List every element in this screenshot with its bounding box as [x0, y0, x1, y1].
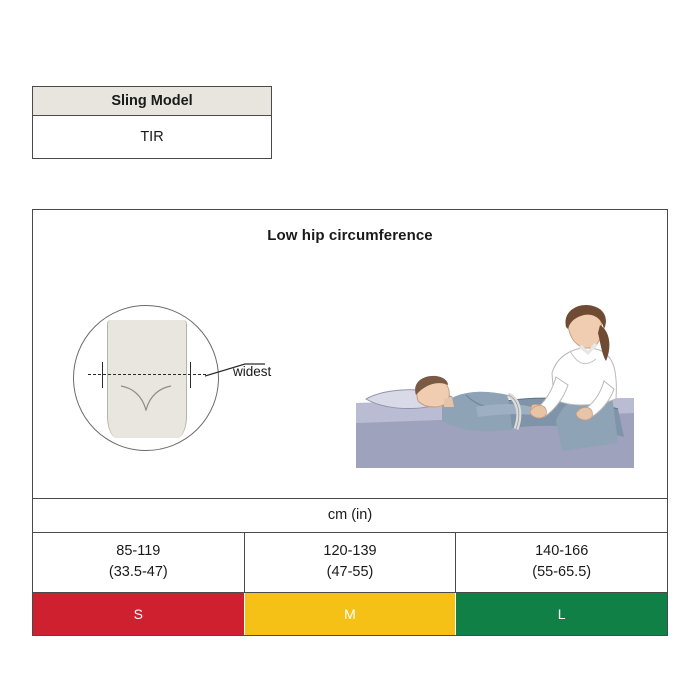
size-badge-small: S: [33, 593, 245, 635]
tick-right-icon: [190, 362, 191, 388]
range-cm-medium: 120-139: [323, 543, 377, 559]
crotch-lines-icon: [120, 385, 172, 411]
sling-model-header: Sling Model: [33, 87, 271, 116]
range-in-large: (55-65.5): [532, 564, 592, 581]
measuring-illustration: [356, 303, 634, 468]
range-cm-large: 140-166: [535, 543, 589, 559]
size-badge-large: L: [456, 593, 667, 635]
widest-label: widest: [233, 364, 272, 379]
range-in-small: (33.5-47): [108, 564, 168, 581]
hip-diagram: [73, 305, 221, 453]
tick-left-icon: [102, 362, 103, 388]
diagram-circle-outline: [73, 305, 219, 451]
sling-model-value: TIR: [33, 116, 271, 158]
range-in-medium: (47-55): [326, 564, 374, 581]
size-row: [33, 592, 667, 635]
range-row: [33, 532, 667, 592]
sling-model-table: [32, 86, 272, 159]
size-badge-medium: M: [245, 593, 457, 635]
units-label: cm (in): [33, 498, 667, 532]
range-cm-small: 85-119: [116, 543, 161, 559]
measurement-panel: [32, 209, 668, 636]
widest-dashed-line: [88, 374, 206, 375]
range-cell-medium: [245, 533, 457, 592]
hip-silhouette-icon: [107, 320, 187, 438]
range-cell-small: [33, 533, 245, 592]
range-cell-large: [456, 533, 667, 592]
panel-title: Low hip circumference: [267, 227, 433, 244]
illustration-row: [33, 248, 667, 498]
